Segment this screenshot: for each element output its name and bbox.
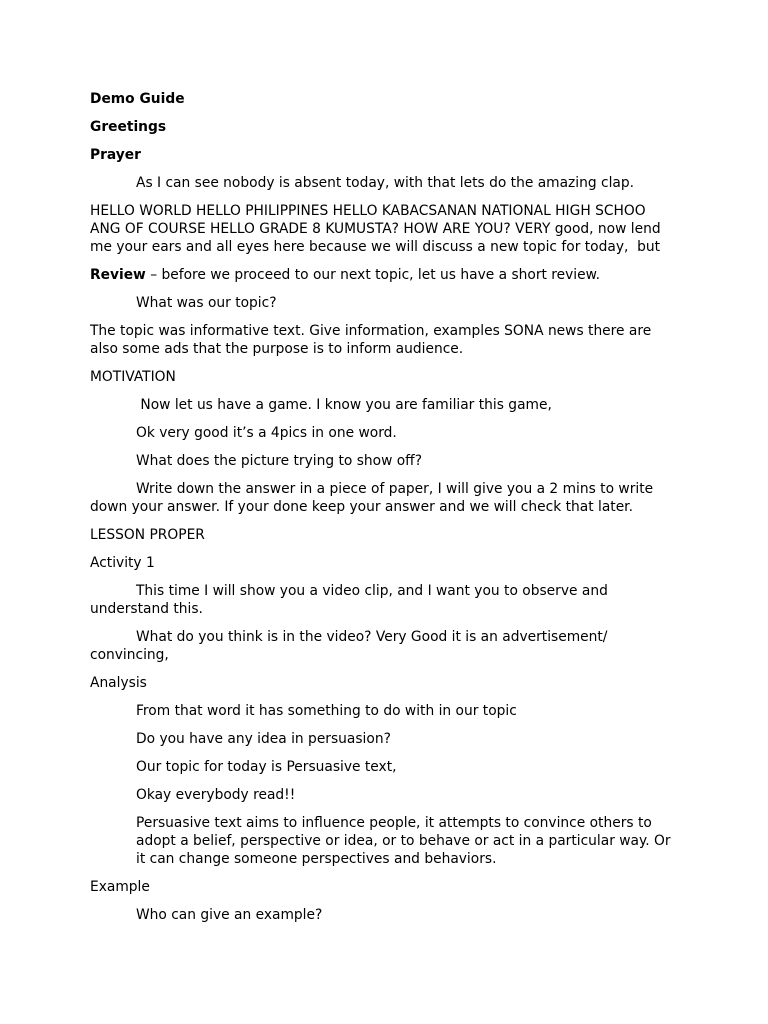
analysis-paragraph-3: Our topic for today is Persuasive text, xyxy=(136,759,397,775)
motivation-paragraph-4: Write down the answer in a piece of paper, I will give you a 2 mins to write down your answer. If your done keep your answer and we will check that later. xyxy=(90,481,654,515)
hello-paragraph xyxy=(90,202,680,256)
review-question: What was our topic? xyxy=(136,295,277,311)
review-text: – before we proceed to our next topic, let us have a short review. xyxy=(145,267,601,283)
review-paragraph xyxy=(90,266,680,284)
motivation-label: MOTIVATION xyxy=(90,369,176,385)
hello-line-1: HELLO WORLD HELLO PHILIPPINES HELLO KABACSANAN NATIONAL HIGH SCHOO xyxy=(90,203,646,219)
review-answer: The topic was informative text. Give information, examples SONA news there are also some ads that the purpose is to inform audience. xyxy=(90,323,652,357)
example-label: Example xyxy=(90,879,150,895)
analysis-paragraph-1: From that word it has something to do with in our topic xyxy=(136,703,517,719)
activity-paragraph-1: This time I will show you a video clip, and I want you to observe and understand this. xyxy=(90,583,608,617)
analysis-paragraph-2: Do you have any idea in persuasion? xyxy=(136,731,391,747)
hello-line-2: ANG OF COURSE HELLO GRADE 8 KUMUSTA? HOW ARE YOU? VERY good, now lend xyxy=(90,221,661,237)
heading-demo-guide: Demo Guide xyxy=(90,91,185,107)
analysis-label: Analysis xyxy=(90,675,147,691)
motivation-paragraph-1: Now let us have a game. I know you are familiar this game, xyxy=(136,397,552,413)
activity-paragraph-2: What do you think is in the video? Very Good it is an advertisement/ convincing, xyxy=(90,629,608,663)
heading-greetings: Greetings xyxy=(90,119,167,135)
document-page xyxy=(90,90,680,934)
motivation-paragraph-2: Ok very good it’s a 4pics in one word. xyxy=(136,425,397,441)
prayer-paragraph: As I can see nobody is absent today, with that lets do the amazing clap. xyxy=(136,175,635,191)
example-question: Who can give an example? xyxy=(136,907,323,923)
review-label: Review xyxy=(90,267,146,283)
hello-line-3: me your ears and all eyes here because we will discuss a new topic for today, but xyxy=(90,239,661,255)
analysis-paragraph-4: Okay everybody read!! xyxy=(136,787,296,803)
lesson-proper-label: LESSON PROPER xyxy=(90,527,205,543)
heading-prayer: Prayer xyxy=(90,147,141,163)
activity-label: Activity 1 xyxy=(90,555,155,571)
analysis-paragraph-5: Persuasive text aims to influence people, it attempts to convince others to adopt a belief, perspective or idea, or to behave or act in a particular way. Or it can change someone perspectives and behaviors. xyxy=(136,815,671,867)
motivation-paragraph-3: What does the picture trying to show off? xyxy=(136,453,423,469)
